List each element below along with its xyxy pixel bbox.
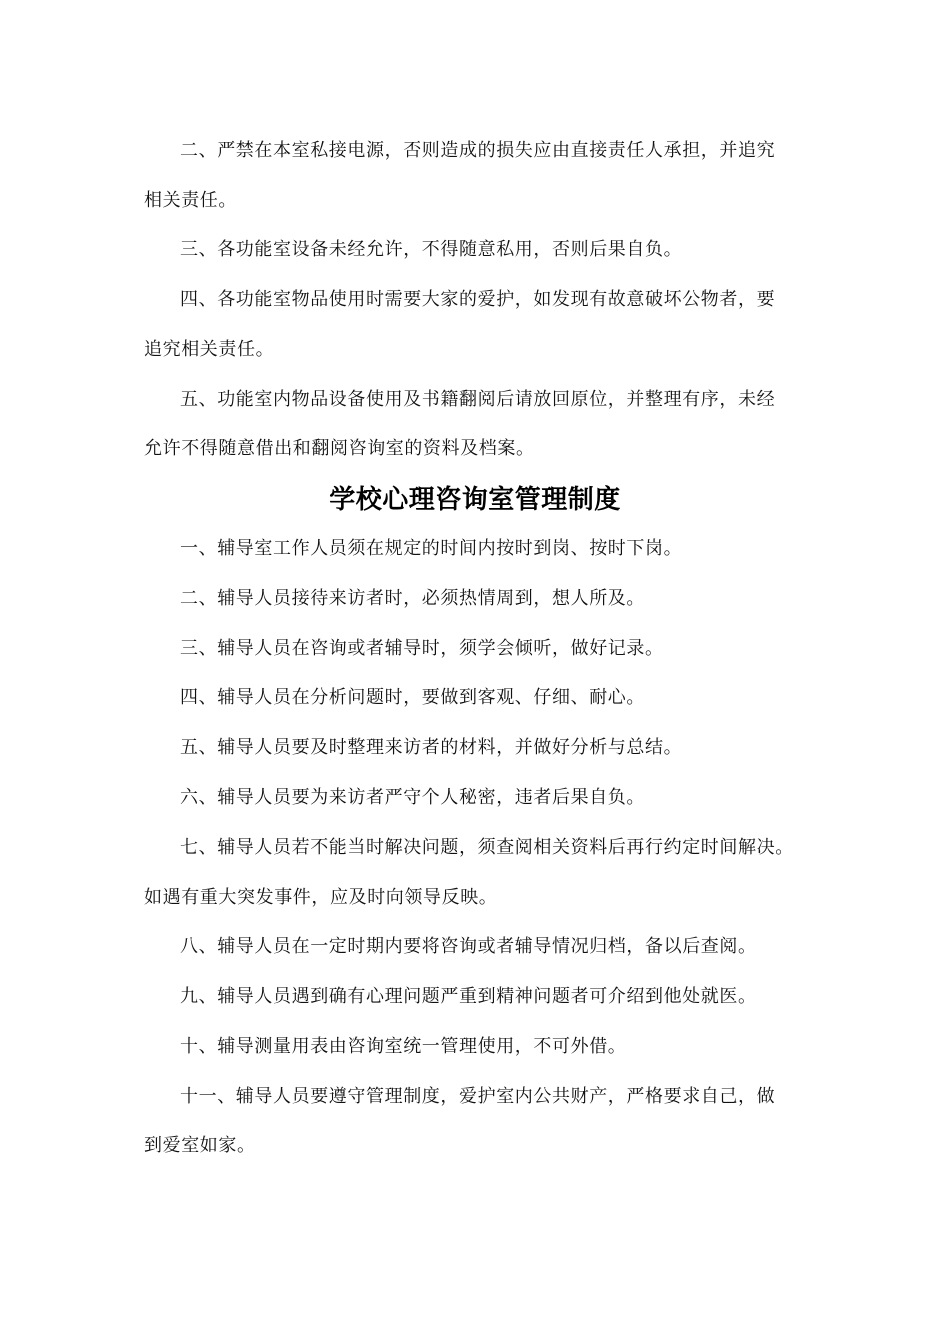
- intro-rule-4-line-2: 追究相关责任。: [144, 339, 275, 360]
- intro-rule-5-line-2: 允许不得随意借出和翻阅咨询室的资料及档案。: [144, 438, 535, 459]
- counseling-rule-7-line-1: 七、辅导人员若不能当时解决问题，须查阅相关资料后再行约定时间解决。: [180, 837, 794, 858]
- counseling-rule-2: 二、辅导人员接待来访者时，必须热情周到，想人所及。: [180, 588, 645, 609]
- intro-rule-5-line-1: 五、功能室内物品设备使用及书籍翻阅后请放回原位，并整理有序，未经: [180, 389, 776, 410]
- counseling-rule-11-line-2: 到爱室如家。: [144, 1135, 256, 1156]
- counseling-rule-8: 八、辅导人员在一定时期内要将咨询或者辅导情况归档，备以后查阅。: [180, 936, 757, 957]
- counseling-rule-10: 十、辅导测量用表由咨询室统一管理使用，不可外借。: [180, 1036, 627, 1057]
- intro-rule-2-line-2: 相关责任。: [144, 190, 237, 211]
- counseling-rule-7-line-2: 如遇有重大突发事件，应及时向领导反映。: [144, 887, 498, 908]
- counseling-rule-11-line-1: 十一、辅导人员要遵守管理制度，爱护室内公共财产，严格要求自己，做: [180, 1086, 776, 1107]
- counseling-rule-9: 九、辅导人员遇到确有心理问题严重到精神问题者可介绍到他处就医。: [180, 986, 757, 1007]
- intro-rule-2-line-1: 二、严禁在本室私接电源，否则造成的损失应由直接责任人承担，并追究: [180, 140, 776, 161]
- counseling-rule-5: 五、辅导人员要及时整理来访者的材料，并做好分析与总结。: [180, 737, 683, 758]
- counseling-rule-3: 三、辅导人员在咨询或者辅导时，须学会倾听，做好记录。: [180, 638, 664, 659]
- counseling-rule-6: 六、辅导人员要为来访者严守个人秘密，违者后果自负。: [180, 787, 645, 808]
- counseling-rule-1: 一、辅导室工作人员须在规定的时间内按时到岗、按时下岗。: [180, 538, 683, 559]
- section-title: 学校心理咨询室管理制度: [329, 485, 621, 515]
- intro-rule-3: 三、各功能室设备未经允许，不得随意私用，否则后果自负。: [180, 239, 683, 260]
- counseling-rule-4: 四、辅导人员在分析问题时，要做到客观、仔细、耐心。: [180, 687, 645, 708]
- intro-rule-4-line-1: 四、各功能室物品使用时需要大家的爱护，如发现有故意破坏公物者，要: [180, 289, 776, 310]
